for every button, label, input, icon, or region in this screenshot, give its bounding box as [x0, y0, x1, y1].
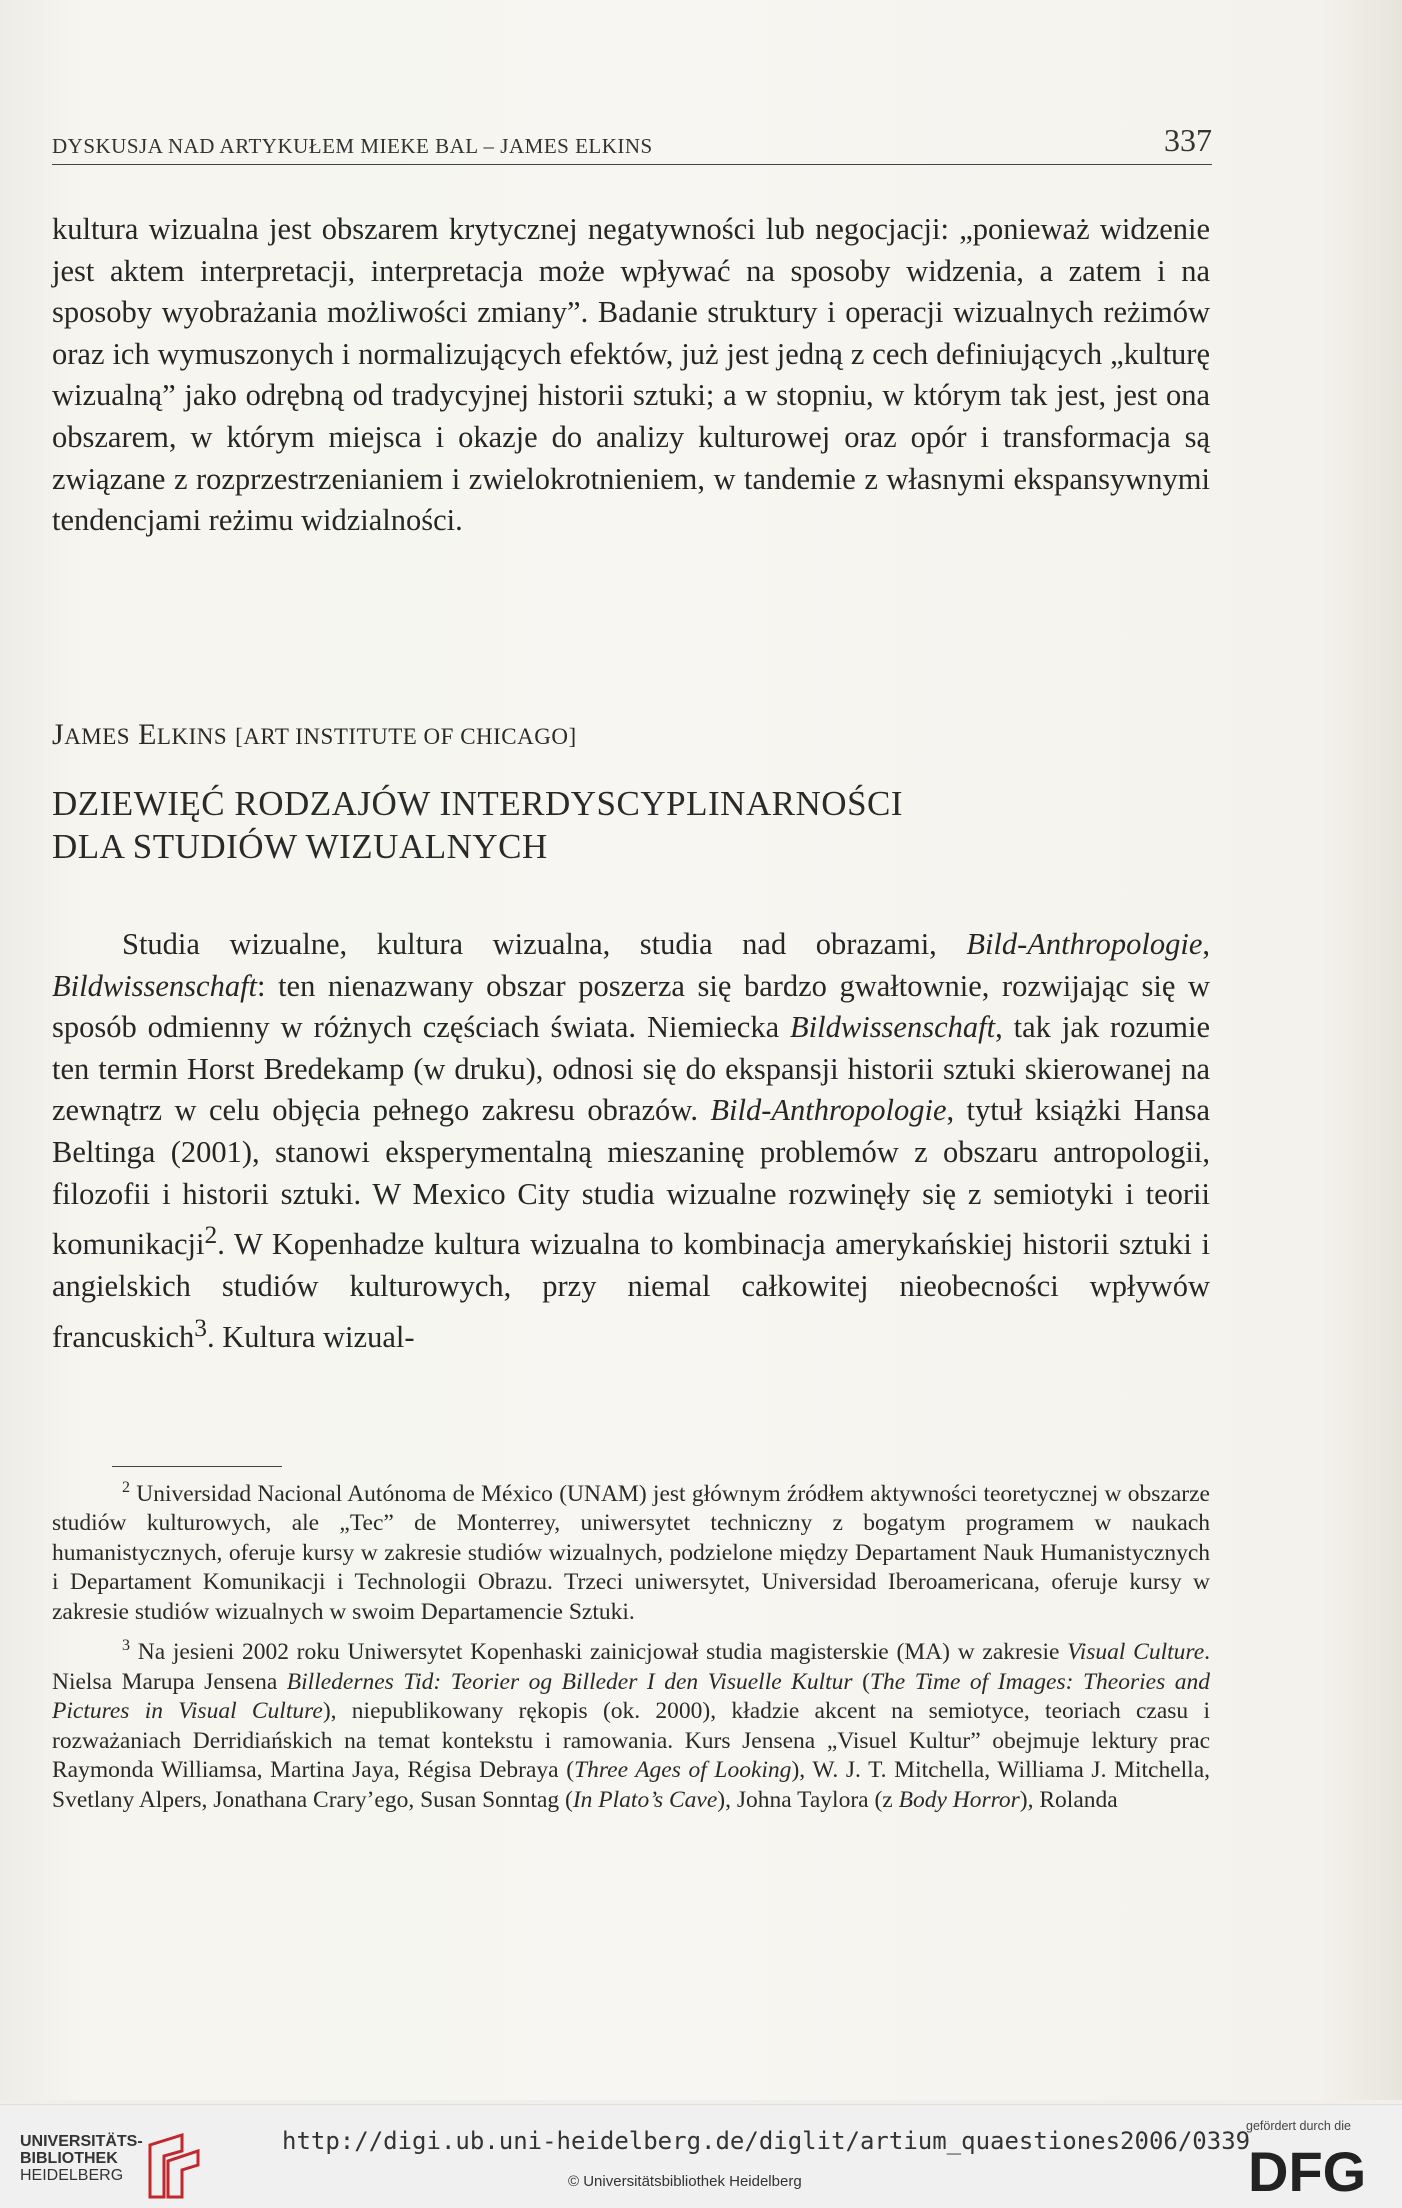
permalink-url[interactable]: http://digi.ub.uni-heidelberg.de/diglit/artium_quaestiones2006/0339: [282, 2127, 1251, 2155]
text-run: . W Kopenhadze kultura wizualna to kombinacja amerykańskiej historii sztuki i angielskich studiów kulturowych, przy niemal całkowitej nieobecności wpływów francuskich: [52, 1227, 1210, 1354]
footnotes: [52, 1473, 1210, 1819]
paragraph-continued: kultura wizualna jest obszarem krytycznej negatywności lub negocjacji: „ponieważ widzenie jest aktem interpretacji, interpretacja może wpływać na sposoby widzenia, a zatem i na sposoby wyobrażania możliwości zmiany”. Badanie struktury i operacji wizualnych reżimów oraz ich wymuszonych i normalizujących efektów, już jest jedną z cech definiujących „kulturę wizualną” jako odrębną od tradycyjnej historii sztuki; a w stopniu, w którym tak jest, jest ona obszarem, w którym miejsca i okazje do analizy kulturowej oraz opór i transformacja są związane z rozprzestrzenianiem i zwielokrotnieniem, w tandemie z własnymi ekspansywnymi tendencjami reżimu widzialności.: [52, 212, 1210, 538]
italic-title: Body Horror: [898, 1786, 1020, 1813]
author-last-rest: LKINS: [156, 724, 228, 749]
italic-term: Bild-Anthropologie: [710, 1093, 947, 1128]
text-run: : ten nienazwany obszar poszerza się bardzo gwałtownie, rozwijając się w sposób odmienny w różnych częściach świata. Niemiecka: [52, 968, 1210, 1045]
running-title: DYSKUSJA NAD ARTYKUŁEM MIEKE BAL – JAMES ELKINS: [52, 134, 653, 158]
library-logo[interactable]: [20, 2131, 210, 2201]
digitization-footer: [0, 2104, 1402, 2208]
text-run: ), W. J. T. Mitchella, Williama J. Mitchella, Svetlany Alpers, Jonathana Crary’ego, Susan Sonntag (: [52, 1757, 1210, 1813]
library-name-line-2: BIBLIOTHEK: [20, 2150, 118, 2167]
library-name-line-1: UNIVERSITÄTS-: [20, 2133, 143, 2150]
text-run: . Nielsa Marupa Jensena: [52, 1639, 1210, 1695]
dfg-caption: gefördert durch die: [1246, 2119, 1351, 2133]
library-name-line-3: HEIDELBERG: [20, 2167, 124, 2184]
paragraph-intro: [52, 924, 1210, 1358]
author-affiliation: [ART INSTITUTE OF CHICAGO]: [235, 724, 577, 749]
text-run: . Kultura wizual-: [206, 1319, 415, 1354]
dfg-logo[interactable]: [1246, 2141, 1376, 2197]
author-first-initial: J: [52, 718, 65, 751]
text-run: ), niepublikowany rękopis (ok. 2000), kładzie akcent na semiotyce, teoriach czasu i rozważaniach Derridiańskich na temat kontekstu i ramowania. Kurs Jensena „Visuel Kultur” obejmuje lektury prac Raymonda Williamsa, Martina Jaya, Régisa Debraya (: [52, 1698, 1210, 1784]
text-run: Studia wizualne, kultura wizualna, studia nad obrazami,: [122, 927, 967, 961]
text-run: ,: [1202, 927, 1210, 961]
footnote-3: [52, 1631, 1210, 1815]
footnote-divider: [112, 1466, 282, 1467]
text-run: Na jesieni 2002 roku Uniwersytet Kopenhaski zainicjował studia magisterskie (MA) w zakresie: [130, 1639, 1068, 1666]
author-last-initial: E: [138, 718, 157, 751]
italic-term: Bildwissenschaft: [790, 1010, 996, 1045]
italic-title: Visual Culture: [1067, 1639, 1205, 1666]
text-run: , tytuł książki Hansa Beltinga (2001), stanowi eksperymentalną mieszaninę problemów z obszaru antropologii, filozofii i historii sztuki. W Mexico City studia wizualne rozwinęły się z semiotyki i teorii komunikacji: [52, 1093, 1210, 1262]
italic-term: Bild-Anthropologie: [966, 927, 1203, 961]
footnote-ref-2: 2: [204, 1221, 218, 1250]
page-number: 337: [1164, 122, 1212, 158]
italic-title: The Time of Images: Theories and Pictures in Visual Culture: [52, 1668, 1210, 1725]
footnote-text: Universidad Nacional Autónoma de México (UNAM) jest głównym źródłem aktywności teoretycznej w obszarze studiów kulturowych, ale „Tec” de Monterrey, uniwersytet techniczny z bogatym programem w naukach humanistycznych, oferuje kursy w zakresie studiów wizualnych, podzielone między Departament Nauk Humanistycznych i Departament Komunikacji i Technologii Obrazu. Trzeci uniwersytet, Universidad Iberoamericana, oferuje kursy w zakresie studiów wizualnych w swoim Departamencie Sztuki.: [52, 1480, 1210, 1625]
article-title-line-1: DZIEWIĘĆ RODZAJÓW INTERDYSCYPLINARNOŚCI: [52, 784, 904, 823]
footnote-ref-3: 3: [194, 1313, 207, 1342]
running-head: [52, 120, 1212, 165]
italic-term: Bildwissenschaft: [52, 968, 258, 1003]
text-run: (: [852, 1668, 870, 1695]
author-first-rest: AMES: [64, 724, 131, 749]
author-line: [52, 718, 577, 752]
italic-title: In Plato’s Cave: [572, 1786, 718, 1813]
footnote-number: 2: [122, 1479, 130, 1496]
text-run: ), Rolanda: [1019, 1786, 1118, 1813]
text-run: ), Johna Taylora (z: [717, 1786, 899, 1813]
dfg-logo-text: DFG: [1248, 2141, 1367, 2197]
footnote-number: 3: [122, 1637, 130, 1655]
article-title: [52, 782, 903, 868]
library-emblem-icon: [142, 2131, 212, 2203]
footnote-2: [52, 1473, 1210, 1627]
italic-title: Three Ages of Looking: [574, 1757, 792, 1784]
library-name: [20, 2133, 143, 2184]
text-run: , tak jak rozumie ten termin Horst Bredekamp (w druku), odnosi się do ekspansji historii sztuki skierowanej na zewnątrz w celu objęcia pełnego zakresu obrazów.: [52, 1010, 1210, 1128]
article-title-line-2: DLA STUDIÓW WIZUALNYCH: [52, 827, 548, 866]
copyright-notice: © Universitätsbibliothek Heidelberg: [568, 2173, 802, 2190]
italic-title: Billedernes Tid: Teorier og Billeder I den Visuelle Kultur: [286, 1668, 853, 1695]
